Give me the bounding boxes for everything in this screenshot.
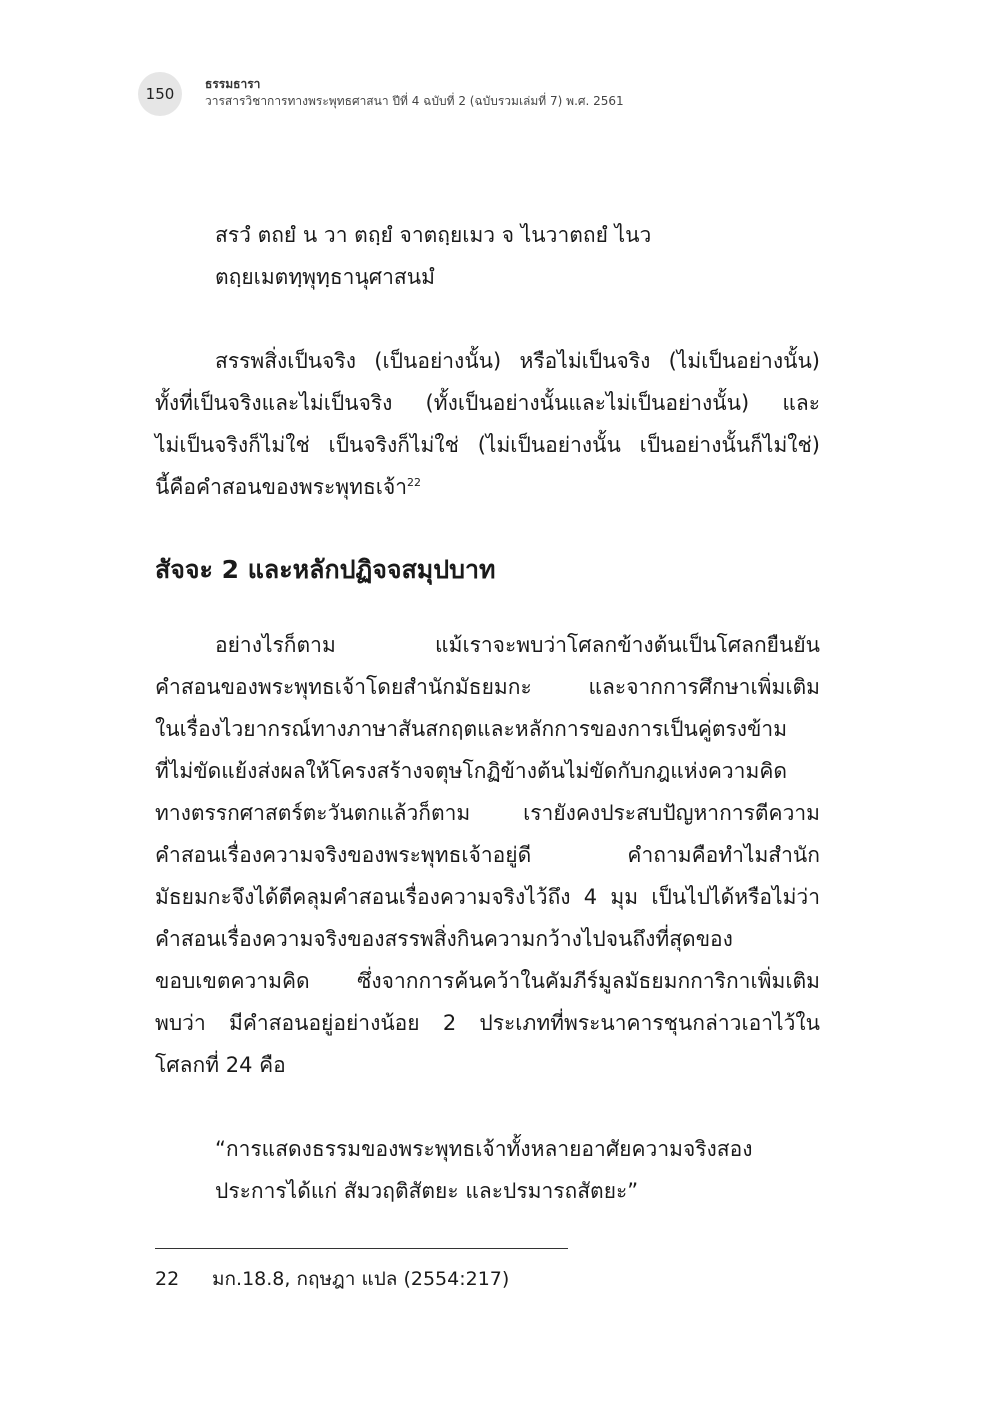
page-content bbox=[155, 214, 820, 1212]
translation-line: นี้คือคำสอนของพระพุทธเจ้า bbox=[155, 475, 408, 499]
body-line: คำสอนของพระพุทธเจ้าโดยสำนักมัธยมกะ และจากการศึกษาเพิ่มเติม bbox=[155, 675, 820, 699]
body-line: มัธยมกะจึงได้ตีคลุมคำสอนเรื่องความจริงไว้ถึง 4 มุม เป็นไปได้หรือไม่ว่า bbox=[155, 885, 820, 909]
body-line: พบว่า มีคำสอนอยู่อย่างน้อย 2 ประเภทที่พระนาคารชุนกล่าวเอาไว้ใน bbox=[155, 1011, 820, 1035]
section-heading: สัจจะ 2 และหลักปฏิจจสมุปบาท bbox=[155, 555, 496, 584]
translation-line: ทั้งที่เป็นจริงและไม่เป็นจริง (ทั้งเป็นอย่างนั้นและไม่เป็นอย่างนั้น) และ bbox=[155, 391, 820, 415]
translation-line: สรรพสิ่งเป็นจริง (เป็นอย่างนั้น) หรือไม่เป็นจริง (ไม่เป็นอย่างนั้น) bbox=[215, 349, 820, 373]
footnote-text: มก.18.8, กฤษฎา แปล (2554:217) bbox=[212, 1268, 510, 1290]
footnote-divider bbox=[155, 1248, 568, 1249]
body-line: ที่ไม่ขัดแย้งส่งผลให้โครงสร้างจตุษโกฏิข้างต้นไม่ขัดกับกฎแห่งความคิด bbox=[155, 759, 787, 783]
journal-name: ธรรมธารา bbox=[205, 77, 261, 91]
footnote bbox=[155, 1266, 509, 1292]
body-line: ทางตรรกศาสตร์ตะวันตกแล้วก็ตาม เรายังคงประสบปัญหาการตีความ bbox=[155, 801, 820, 825]
quote-line: ประการได้แก่ สัมวฤติสัตยะ และปรมารถสัตยะ” bbox=[215, 1179, 639, 1203]
pali-line: สรวํ ตถยํ น วา ตถฺยํ จาตถฺยเมว จ ไนวาตถยํ ไนว bbox=[215, 223, 652, 247]
translation-line: ไม่เป็นจริงก็ไม่ใช่ เป็นจริงก็ไม่ใช่ (ไม่เป็นอย่างนั้น เป็นอย่างนั้นก็ไม่ใช่) bbox=[155, 433, 820, 457]
page-number-badge bbox=[138, 72, 182, 116]
pali-line: ตถฺยเมตทฺพุทฺธานุศาสนมํ bbox=[215, 265, 435, 289]
body-paragraph bbox=[155, 624, 820, 1086]
body-line: ขอบเขตความคิด ซึ่งจากการค้นคว้าในคัมภีร์มูลมัธยมกการิกาเพิ่มเติม bbox=[155, 969, 820, 993]
pali-verse bbox=[215, 214, 820, 298]
running-header bbox=[205, 77, 624, 109]
block-quote bbox=[215, 1128, 820, 1212]
translation-line-last bbox=[155, 466, 820, 508]
body-line: คำสอนเรื่องความจริงของพระพุทธเจ้าอยู่ดี คำถามคือทำไมสำนัก bbox=[155, 843, 820, 867]
page-number: 150 bbox=[145, 85, 175, 103]
footnote-number: 22 bbox=[155, 1268, 180, 1290]
journal-subtitle: วารสารวิชาการทางพระพุทธศาสนา ปีที่ 4 ฉบับที่ 2 (ฉบับรวมเล่มที่ 7) พ.ศ. 2561 bbox=[205, 94, 624, 108]
body-line: โศลกที่ 24 คือ bbox=[155, 1053, 286, 1077]
body-line: คำสอนเรื่องความจริงของสรรพสิ่งกินความกว้างไปจนถึงที่สุดของ bbox=[155, 927, 733, 951]
body-line: อย่างไรก็ตาม แม้เราจะพบว่าโศลกข้างต้นเป็นโศลกยืนยัน bbox=[215, 633, 820, 657]
quote-line: “การแสดงธรรมของพระพุทธเจ้าทั้งหลายอาศัยความจริงสอง bbox=[215, 1137, 753, 1161]
translation-paragraph bbox=[155, 340, 820, 508]
footnote-reference[interactable]: 22 bbox=[407, 476, 422, 489]
body-line: ในเรื่องไวยากรณ์ทางภาษาสันสกฤตและหลักการของการเป็นคู่ตรงข้าม bbox=[155, 717, 788, 741]
